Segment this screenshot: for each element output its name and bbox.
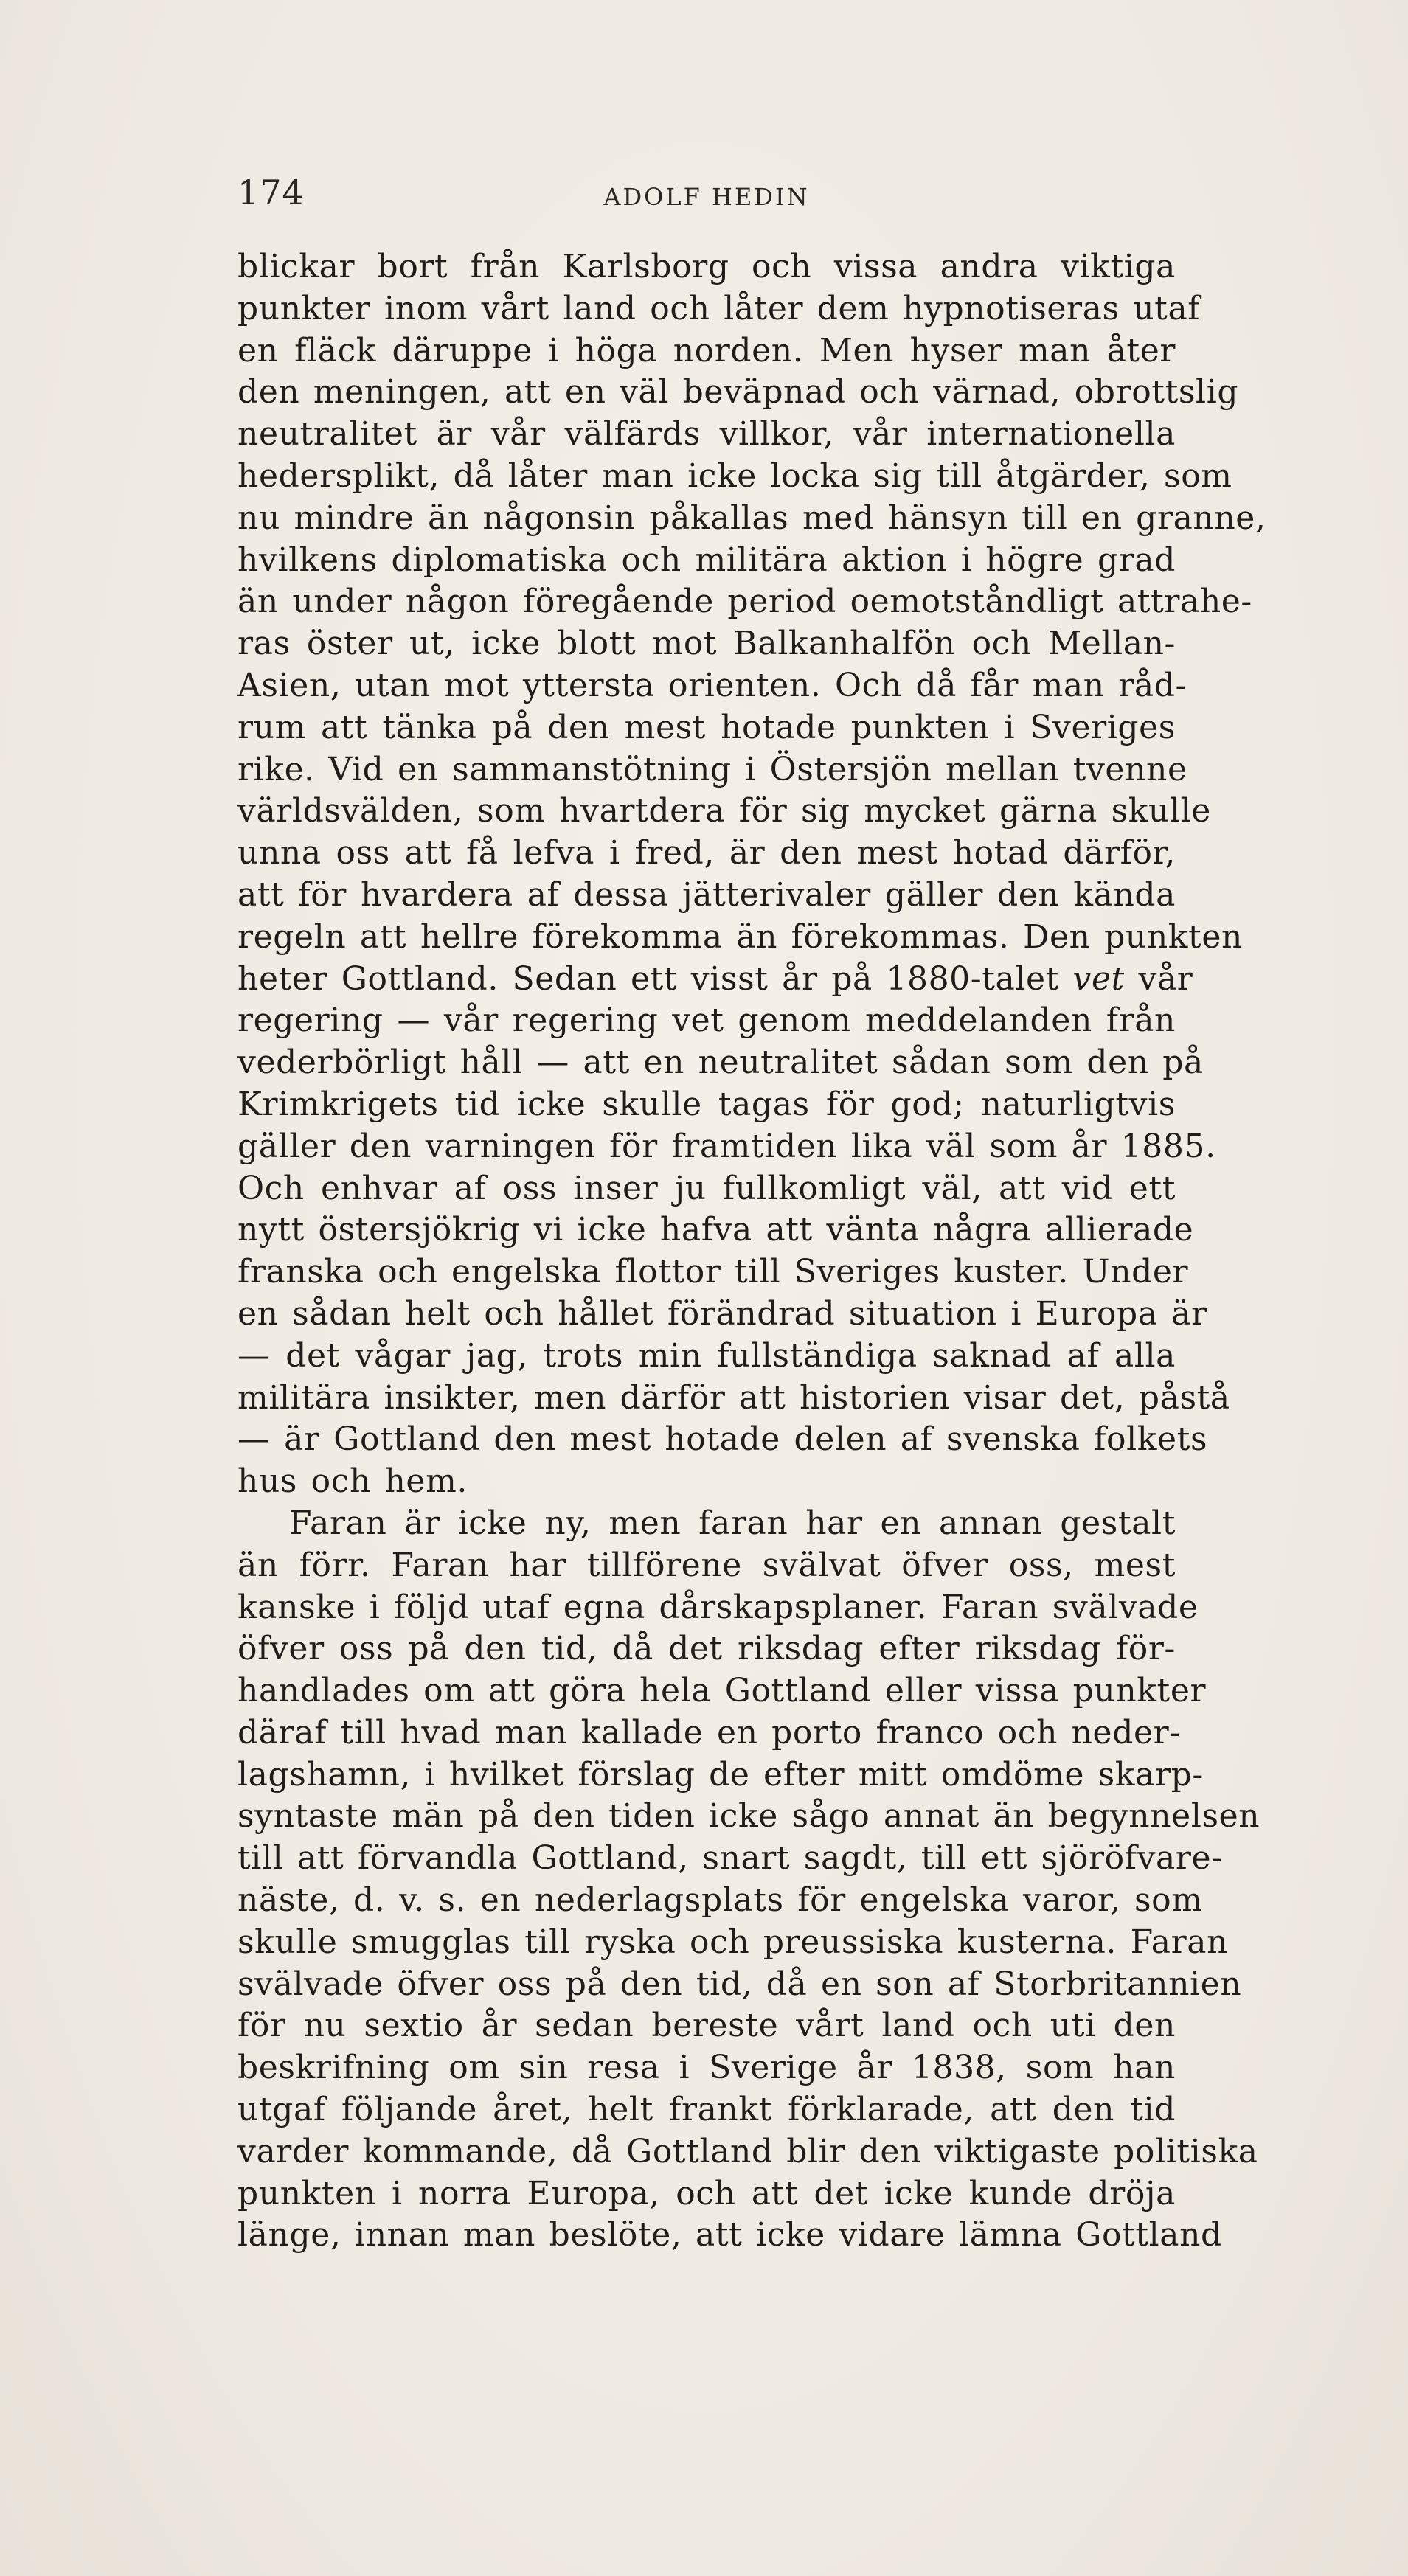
text-line: än förr. Faran har tillförene svälvat öfver oss, mest [237,1546,1176,1584]
text-line: heter Gottland. Sedan ett visst år på 1880-talet vet vår [237,959,1193,998]
text-line: för nu sextio år sedan bereste vårt land och uti den [237,2007,1176,2045]
text-line: länge, innan man beslöte, att icke vidare lämna Gottland [237,2216,1222,2254]
text-line: hedersplikt, då låter man icke locka sig till åtgärder, som [237,456,1232,495]
text-line: öfver oss på den tid, då det riksdag efter riksdag för- [237,1630,1176,1668]
text-line: nu mindre än någonsin påkallas med hänsyn till en granne, [237,499,1266,537]
page-header [237,168,1176,220]
text-line: däraf till hvad man kallade en porto franco och neder- [237,1713,1181,1752]
page-number: 174 [237,173,305,212]
text-line: att för hvardera af dessa jätterivaler gäller den kända [237,875,1176,914]
text-line: regeln att hellre förekomma än förekommas. Den punkten [237,917,1243,956]
text-line: unna oss att få lefva i fred, är den mest hotad därför, [237,834,1176,872]
text-line: än under någon föregående period oemotståndligt attrahe- [237,583,1252,621]
text-line: svälvade öfver oss på den tid, då en son af Storbritannien [237,1965,1242,2003]
text-line: militära insikter, men därför att historien visar det, påstå [237,1378,1230,1417]
text-line: utgaf följande året, helt frankt förklarade, att den tid [237,2091,1176,2129]
text-line: varder kommande, då Gottland blir den viktigaste politiska [237,2132,1258,2170]
text-line: ras öster ut, icke blott mot Balkanhalfön och Mellan- [237,625,1176,663]
text-line: Krimkrigets tid icke skulle tagas för god; naturligtvis [237,1085,1176,1123]
text-line: Och enhvar af oss inser ju fullkomligt väl, att vid ett [237,1169,1176,1207]
text-line: beskrifning om sin resa i Sverige år 1838, som han [237,2049,1176,2087]
text-line: en sådan helt och hållet förändrad situation i Europa är [237,1294,1207,1333]
text-line: hus och hem. [237,1462,468,1501]
text-line: Faran är icke ny, men faran har en annan gestalt [289,1504,1176,1542]
text-line: den meningen, att en väl beväpnad och värnad, obrottslig [237,373,1239,412]
text-line: neutralitet är vår välfärds villkor, vår internationella [237,415,1176,454]
text-line: skulle smugglas till ryska och preussiska kusterna. Faran [237,1923,1229,1961]
text-line: — det vågar jag, trots min fullständiga saknad af alla [237,1336,1176,1375]
text-line: rike. Vid en sammanstötning i Östersjön mellan tvenne [237,750,1187,788]
text-line: världsvälden, som hvartdera för sig mycket gärna skulle [237,792,1211,830]
text-line: näste, d. v. s. en nederlagsplats för engelska varor, som [237,1881,1203,1920]
body-text [237,246,1266,2257]
text-line: franska och engelska flottor till Sveriges kuster. Under [237,1253,1189,1291]
text-line: punkten i norra Europa, och att det icke kunde dröja [237,2174,1176,2212]
text-line: — är Gottland den mest hotade delen af svenska folkets [237,1420,1208,1459]
text-line: handlades om att göra hela Gottland eller vissa punkter [237,1672,1207,1710]
text-line: kanske i följd utaf egna dårskapsplaner. Faran svälvade [237,1588,1199,1626]
text-line: en fläck däruppe i höga norden. Men hyser man åter [237,331,1176,369]
text-line: vederbörligt håll — att en neutralitet sådan som den på [237,1044,1204,1082]
text-line: blickar bort från Karlsborg och vissa andra viktiga [237,248,1176,285]
text-line: Asien, utan mot yttersta orienten. Och då får man råd- [237,666,1187,704]
text-line: hvilkens diplomatiska och militära aktion i högre grad [237,541,1176,579]
running-head: ADOLF HEDIN [603,183,810,211]
text-line: nytt östersjökrig vi icke hafva att vänta några allierade [237,1211,1194,1249]
text-line: rum att tänka på den mest hotade punkten i Sveriges [237,708,1176,746]
text-line: syntaste män på den tiden icke sågo annat än begynnelsen [237,1797,1260,1836]
text-line: punkter inom vårt land och låter dem hypnotiseras utaf [237,289,1201,327]
text-line: lagshamn, i hvilket förslag de efter mitt omdöme skarp- [237,1755,1204,1794]
text-line: till att förvandla Gottland, snart sagdt, till ett sjöröfvare- [237,1839,1223,1878]
text-line: regering — vår regering vet genom meddelanden från [237,1001,1176,1040]
text-line: gäller den varningen för framtiden lika väl som år 1885. [237,1127,1216,1165]
